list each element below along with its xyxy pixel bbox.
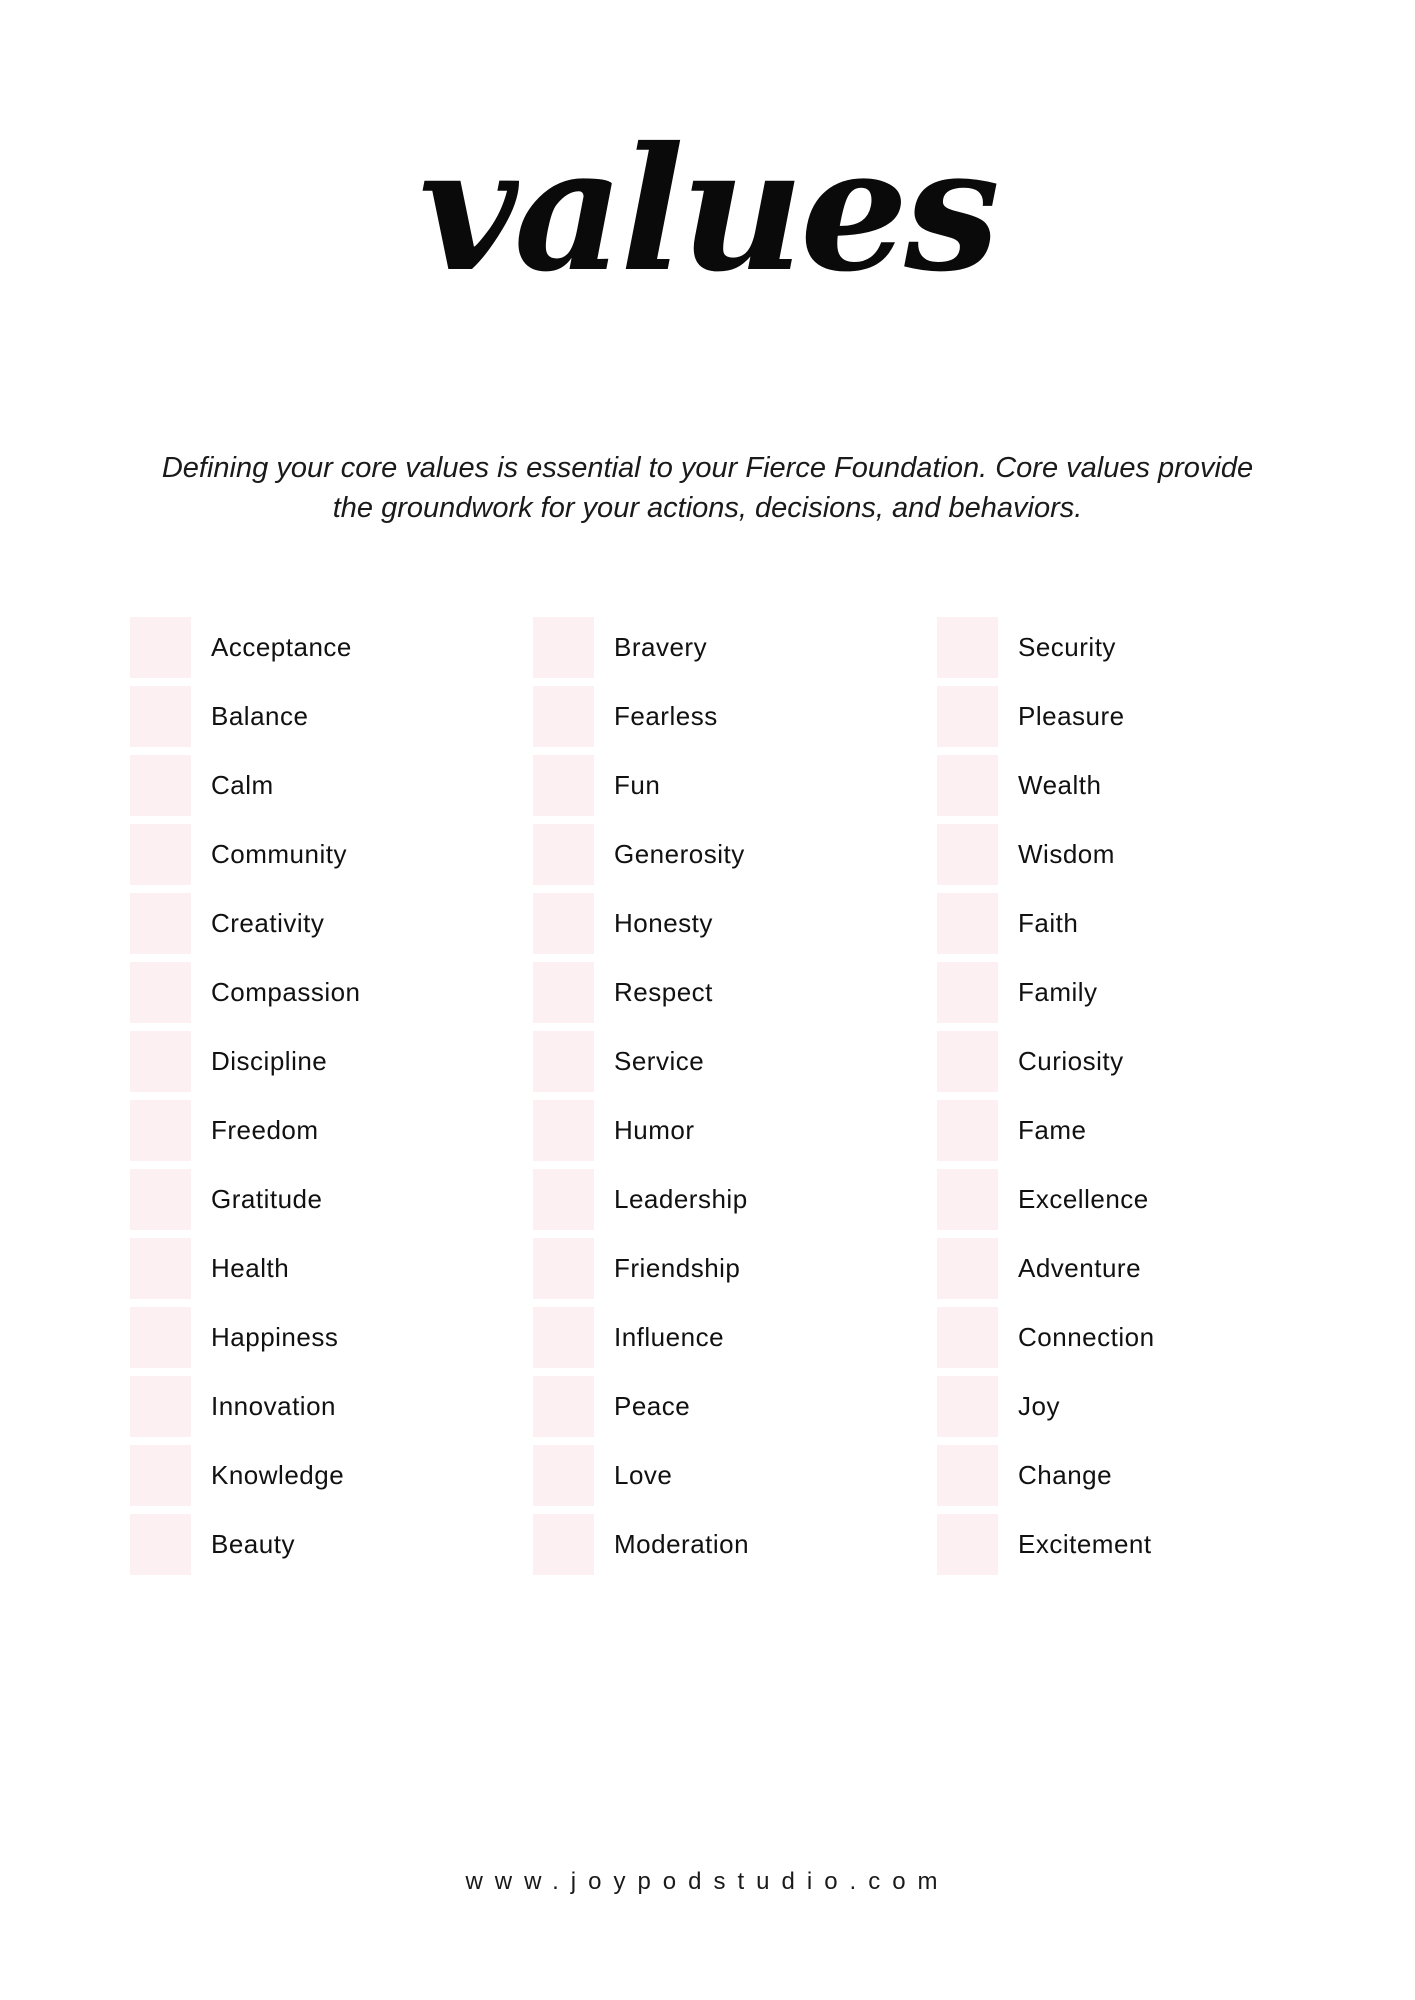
- value-label: Adventure: [1018, 1253, 1142, 1283]
- value-item[interactable]: [130, 1445, 510, 1506]
- values-column-1: [130, 617, 510, 1583]
- value-item[interactable]: [937, 1238, 1317, 1299]
- value-checkbox[interactable]: [937, 824, 998, 885]
- value-label: Happiness: [211, 1322, 339, 1352]
- value-label: Excellence: [1018, 1184, 1149, 1214]
- value-label: Discipline: [211, 1046, 328, 1076]
- values-column-2: [533, 617, 913, 1583]
- value-checkbox[interactable]: [130, 1100, 191, 1161]
- value-checkbox[interactable]: [937, 1514, 998, 1575]
- value-checkbox[interactable]: [130, 755, 191, 816]
- value-item[interactable]: [130, 1169, 510, 1230]
- value-item[interactable]: [533, 1445, 913, 1506]
- value-item[interactable]: [937, 686, 1317, 747]
- value-checkbox[interactable]: [937, 755, 998, 816]
- value-checkbox[interactable]: [533, 1169, 594, 1230]
- value-item[interactable]: [533, 686, 913, 747]
- value-item[interactable]: [533, 1238, 913, 1299]
- value-item[interactable]: [937, 1445, 1317, 1506]
- value-label: Fearless: [614, 701, 718, 731]
- value-checkbox[interactable]: [937, 1100, 998, 1161]
- value-label: Family: [1018, 977, 1098, 1007]
- value-checkbox[interactable]: [937, 686, 998, 747]
- value-checkbox[interactable]: [533, 1376, 594, 1437]
- value-item[interactable]: [937, 755, 1317, 816]
- value-item[interactable]: [533, 617, 913, 678]
- value-checkbox[interactable]: [533, 1238, 594, 1299]
- value-label: Pleasure: [1018, 701, 1125, 731]
- value-label: Gratitude: [211, 1184, 323, 1214]
- value-item[interactable]: [130, 893, 510, 954]
- value-checkbox[interactable]: [533, 1514, 594, 1575]
- value-item[interactable]: [937, 1169, 1317, 1230]
- value-label: Excitement: [1018, 1529, 1152, 1559]
- value-item[interactable]: [130, 1100, 510, 1161]
- value-label: Bravery: [614, 632, 708, 662]
- value-checkbox[interactable]: [130, 1307, 191, 1368]
- value-label: Wisdom: [1018, 839, 1115, 869]
- value-item[interactable]: [533, 1031, 913, 1092]
- value-label: Knowledge: [211, 1460, 345, 1490]
- value-item[interactable]: [937, 824, 1317, 885]
- value-item[interactable]: [130, 824, 510, 885]
- value-label: Fame: [1018, 1115, 1087, 1145]
- value-label: Acceptance: [211, 632, 352, 662]
- value-checkbox[interactable]: [130, 1031, 191, 1092]
- intro-line-2: the groundwork for your actions, decisions, and behaviors.: [332, 492, 1083, 524]
- value-label: Change: [1018, 1460, 1113, 1490]
- value-checkbox[interactable]: [533, 962, 594, 1023]
- value-label: Love: [614, 1460, 673, 1490]
- value-item[interactable]: [130, 1307, 510, 1368]
- value-item[interactable]: [130, 1238, 510, 1299]
- value-checkbox[interactable]: [533, 1445, 594, 1506]
- value-item[interactable]: [533, 893, 913, 954]
- value-item[interactable]: [130, 1031, 510, 1092]
- value-label: Connection: [1018, 1322, 1155, 1352]
- value-label: Peace: [614, 1391, 691, 1421]
- value-item[interactable]: [937, 1514, 1317, 1575]
- value-item[interactable]: [533, 1514, 913, 1575]
- value-item[interactable]: [937, 1376, 1317, 1437]
- value-checkbox[interactable]: [937, 962, 998, 1023]
- value-label: Respect: [614, 977, 713, 1007]
- value-checkbox[interactable]: [533, 1307, 594, 1368]
- intro-text: [120, 448, 1295, 528]
- value-item[interactable]: [937, 962, 1317, 1023]
- value-label: Compassion: [211, 977, 361, 1007]
- value-label: Joy: [1018, 1391, 1060, 1421]
- value-checkbox[interactable]: [533, 755, 594, 816]
- value-label: Community: [211, 839, 347, 869]
- value-item[interactable]: [937, 1100, 1317, 1161]
- value-label: Faith: [1018, 908, 1079, 938]
- value-item[interactable]: [533, 755, 913, 816]
- value-label: Humor: [614, 1115, 695, 1145]
- value-label: Freedom: [211, 1115, 319, 1145]
- value-checkbox[interactable]: [130, 1169, 191, 1230]
- value-checkbox[interactable]: [937, 1031, 998, 1092]
- value-label: Security: [1018, 632, 1116, 662]
- value-item[interactable]: [937, 1031, 1317, 1092]
- value-checkbox[interactable]: [937, 1376, 998, 1437]
- values-column-3: [937, 617, 1317, 1583]
- value-item[interactable]: [130, 617, 510, 678]
- footer-website: www.joypodstudio.com: [465, 1868, 950, 1895]
- value-label: Honesty: [614, 908, 713, 938]
- value-checkbox[interactable]: [937, 1445, 998, 1506]
- value-item[interactable]: [533, 1169, 913, 1230]
- value-label: Generosity: [614, 839, 745, 869]
- value-item[interactable]: [937, 893, 1317, 954]
- value-label: Innovation: [211, 1391, 336, 1421]
- value-checkbox[interactable]: [937, 1169, 998, 1230]
- value-checkbox[interactable]: [130, 893, 191, 954]
- value-checkbox[interactable]: [937, 1238, 998, 1299]
- value-checkbox[interactable]: [533, 893, 594, 954]
- value-label: Fun: [614, 770, 661, 800]
- value-checkbox[interactable]: [533, 1031, 594, 1092]
- value-label: Leadership: [614, 1184, 748, 1214]
- value-checkbox[interactable]: [130, 1238, 191, 1299]
- value-item[interactable]: [937, 1307, 1317, 1368]
- value-checkbox[interactable]: [533, 1100, 594, 1161]
- value-item[interactable]: [130, 962, 510, 1023]
- value-item[interactable]: [130, 1514, 510, 1575]
- value-checkbox[interactable]: [937, 617, 998, 678]
- value-item[interactable]: [533, 1376, 913, 1437]
- value-checkbox[interactable]: [130, 962, 191, 1023]
- value-checkbox[interactable]: [937, 893, 998, 954]
- value-item[interactable]: [533, 962, 913, 1023]
- value-label: Health: [211, 1253, 290, 1283]
- intro-line-1: Defining your core values is essential to your Fierce Foundation. Core values provide: [161, 452, 1254, 484]
- value-item[interactable]: [130, 1376, 510, 1437]
- value-item[interactable]: [533, 1307, 913, 1368]
- value-label: Influence: [614, 1322, 725, 1352]
- value-checkbox[interactable]: [937, 1307, 998, 1368]
- value-label: Service: [614, 1046, 705, 1076]
- value-label: Curiosity: [1018, 1046, 1124, 1076]
- value-label: Calm: [211, 770, 274, 800]
- value-label: Beauty: [211, 1529, 295, 1559]
- value-item[interactable]: [130, 686, 510, 747]
- value-checkbox[interactable]: [130, 824, 191, 885]
- value-checkbox[interactable]: [130, 686, 191, 747]
- value-checkbox[interactable]: [130, 617, 191, 678]
- value-item[interactable]: [533, 1100, 913, 1161]
- value-checkbox[interactable]: [130, 1376, 191, 1437]
- value-item[interactable]: [937, 617, 1317, 678]
- value-item[interactable]: [533, 824, 913, 885]
- value-label: Creativity: [211, 908, 325, 938]
- value-checkbox[interactable]: [533, 686, 594, 747]
- value-checkbox[interactable]: [533, 824, 594, 885]
- value-label: Wealth: [1018, 770, 1102, 800]
- value-label: Friendship: [614, 1253, 741, 1283]
- value-item[interactable]: [130, 755, 510, 816]
- value-label: Moderation: [614, 1529, 750, 1559]
- value-checkbox[interactable]: [533, 617, 594, 678]
- value-label: Balance: [211, 701, 309, 731]
- value-checkbox[interactable]: [130, 1514, 191, 1575]
- page-title: values: [419, 110, 996, 310]
- value-checkbox[interactable]: [130, 1445, 191, 1506]
